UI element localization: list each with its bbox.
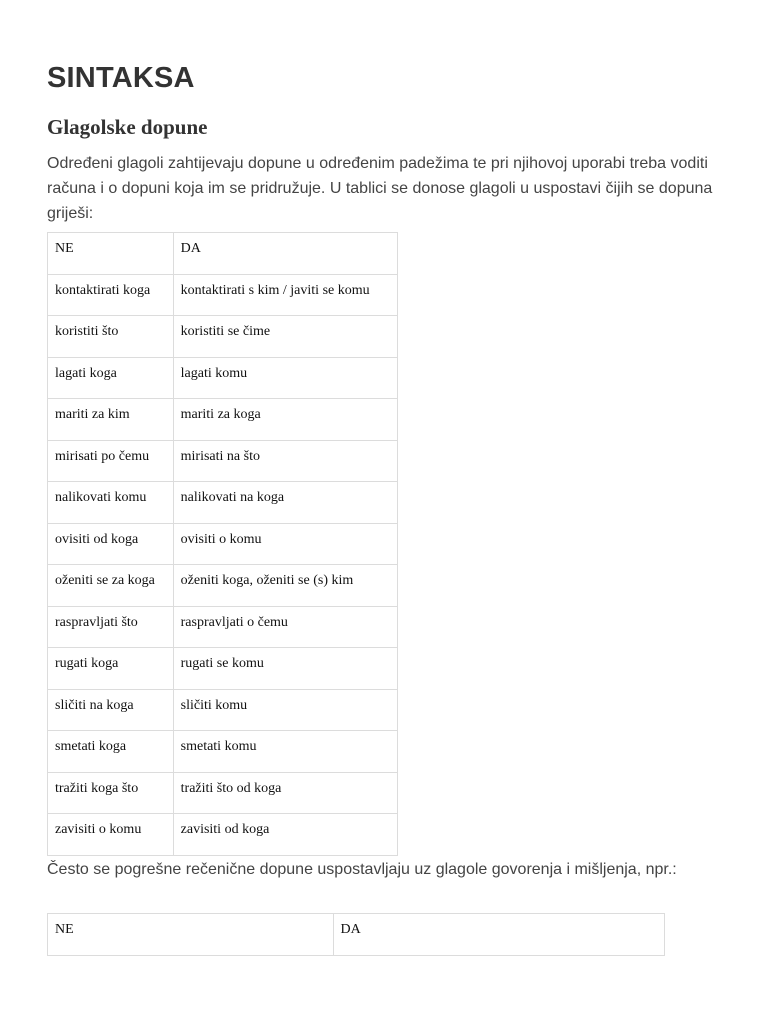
- table-row: [48, 357, 398, 399]
- table-row: [48, 565, 398, 607]
- table-row: [48, 814, 398, 856]
- cell-da: sličiti komu: [173, 689, 397, 731]
- page-title: SINTAKSA: [47, 62, 195, 94]
- cell-ne: ovisiti od koga: [48, 523, 174, 565]
- cell-da: koristiti se čime: [173, 316, 397, 358]
- table-row: [48, 689, 398, 731]
- cell-ne: rugati koga: [48, 648, 174, 690]
- table-row: [48, 399, 398, 441]
- cell-ne: koristiti što: [48, 316, 174, 358]
- table-row: [48, 440, 398, 482]
- table-row: [48, 772, 398, 814]
- header-cell-da: DA: [173, 233, 397, 275]
- header-cell-ne: NE: [48, 914, 334, 956]
- header-cell-da: DA: [333, 914, 664, 956]
- cell-ne: sličiti na koga: [48, 689, 174, 731]
- table-header-row: [48, 233, 398, 275]
- cell-ne: raspravljati što: [48, 606, 174, 648]
- cell-ne: mariti za kim: [48, 399, 174, 441]
- speech-verb-table: [47, 913, 665, 956]
- table-row: [48, 274, 398, 316]
- cell-da: zavisiti od koga: [173, 814, 397, 856]
- cell-da: kontaktirati s kim / javiti se komu: [173, 274, 397, 316]
- cell-da: mariti za koga: [173, 399, 397, 441]
- cell-da: ovisiti o komu: [173, 523, 397, 565]
- cell-da: raspravljati o čemu: [173, 606, 397, 648]
- cell-ne: oženiti se za koga: [48, 565, 174, 607]
- header-cell-ne: NE: [48, 233, 174, 275]
- table-row: [48, 482, 398, 524]
- cell-da: smetati komu: [173, 731, 397, 773]
- cell-ne: smetati koga: [48, 731, 174, 773]
- cell-ne: mirisati po čemu: [48, 440, 174, 482]
- verb-complement-table: [47, 232, 398, 856]
- table-row: [48, 606, 398, 648]
- cell-ne: nalikovati komu: [48, 482, 174, 524]
- table-header-row: [48, 914, 665, 956]
- cell-ne: kontaktirati koga: [48, 274, 174, 316]
- cell-ne: zavisiti o komu: [48, 814, 174, 856]
- cell-da: mirisati na što: [173, 440, 397, 482]
- cell-ne: tražiti koga što: [48, 772, 174, 814]
- cell-da: oženiti koga, oženiti se (s) kim: [173, 565, 397, 607]
- cell-da: rugati se komu: [173, 648, 397, 690]
- table-row: [48, 731, 398, 773]
- section-heading: Glagolske dopune: [47, 115, 208, 139]
- table-row: [48, 523, 398, 565]
- note-paragraph: Često se pogrešne rečenične dopune uspostavljaju uz glagole govorenja i mišljenja, npr.:: [47, 861, 677, 878]
- cell-da: lagati komu: [173, 357, 397, 399]
- table-row: [48, 648, 398, 690]
- cell-da: tražiti što od koga: [173, 772, 397, 814]
- cell-ne: lagati koga: [48, 357, 174, 399]
- cell-da: nalikovati na koga: [173, 482, 397, 524]
- intro-paragraph: Određeni glagoli zahtijevaju dopune u određenim padežima te pri njihovoj uporabi treba voditi računa i o dopuni koja im se pridružuje. U tablici se donose glagoli u uspostavi čijih se dopuna griješi:: [47, 155, 713, 222]
- table-row: [48, 316, 398, 358]
